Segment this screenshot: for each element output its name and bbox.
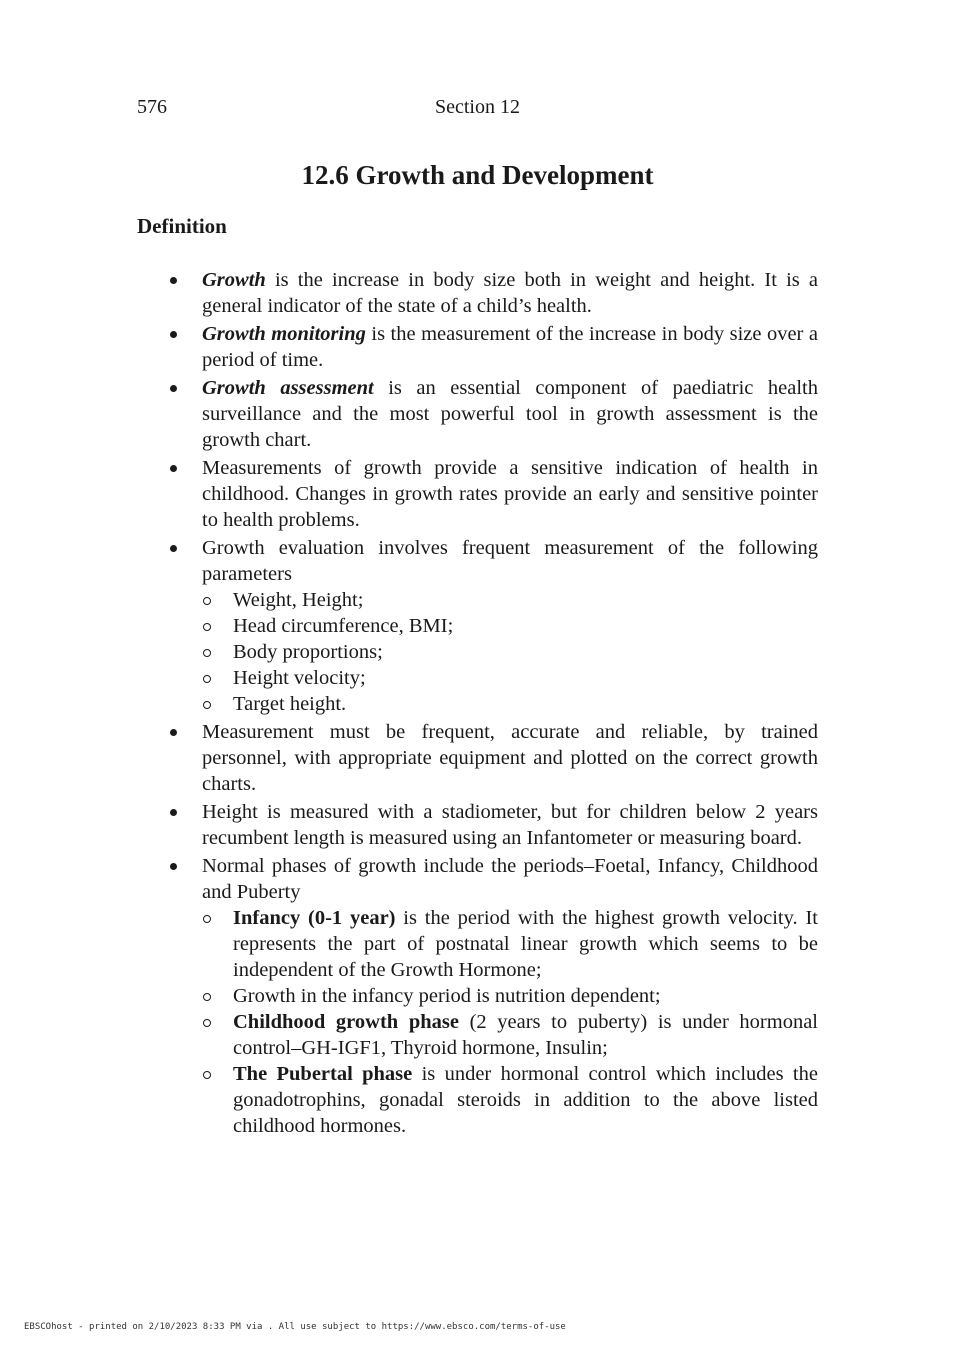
- sub-item-text: is the period with the highest growth velocity. It represents the part of postnatal linear growth which seems to be independent of the Growth Hormone;: [233, 907, 818, 981]
- term-pubertal-phase: The Pubertal phase: [233, 1063, 413, 1085]
- term-childhood-growth-phase: Childhood growth phase: [233, 1011, 459, 1033]
- term-growth: Growth: [202, 269, 266, 291]
- term-infancy: Infancy (0-1 year): [233, 907, 396, 929]
- sub-item: Target height.: [202, 691, 818, 717]
- list-item: [167, 719, 818, 797]
- item-text: Growth evaluation involves frequent measurement of the following parameters: [202, 537, 818, 585]
- sub-item: [202, 1061, 818, 1139]
- running-head: Section 12: [435, 96, 520, 118]
- sub-item-text: (2 years to puberty) is under hormonal control–GH-IGF1, Thyroid hormone, Insulin;: [233, 1011, 818, 1059]
- list-item: [167, 267, 818, 319]
- item-text: Measurements of growth provide a sensitive indication of health in childhood. Changes in growth rates provide an early and sensitive pointer to health problems.: [202, 457, 818, 531]
- bullet-list: [167, 267, 818, 1139]
- list-item: [167, 455, 818, 533]
- parameter-list: [202, 587, 818, 717]
- item-text: is the increase in body size both in weight and height. It is a general indicator of the state of a child’s health.: [202, 269, 818, 317]
- sub-item: [202, 905, 818, 983]
- sub-item: [202, 1009, 818, 1061]
- term-growth-assessment: Growth assessment: [202, 377, 374, 399]
- page-title: 12.6 Growth and Development: [301, 160, 654, 190]
- item-text: Measurement must be frequent, accurate and reliable, by trained personnel, with appropriate equipment and plotted on the correct growth charts.: [202, 721, 818, 795]
- sub-item-text: Growth in the infancy period is nutrition dependent;: [233, 985, 661, 1007]
- definition-content: [167, 267, 818, 1141]
- sub-item: [202, 983, 818, 1009]
- item-text: Height is measured with a stadiometer, but for children below 2 years recumbent length is measured using an Infantometer or measuring board.: [202, 801, 818, 849]
- item-text: is an essential component of paediatric health surveillance and the most powerful tool in growth assessment is the growth chart.: [202, 377, 818, 451]
- item-text: Normal phases of growth include the periods–Foetal, Infancy, Childhood and Puberty: [202, 855, 818, 903]
- list-item: [167, 375, 818, 453]
- sub-item: Head circumference, BMI;: [202, 613, 818, 639]
- list-item: [167, 321, 818, 373]
- term-growth-monitoring: Growth monitoring: [202, 323, 366, 345]
- sub-item: Body proportions;: [202, 639, 818, 665]
- sub-item: Weight, Height;: [202, 587, 818, 613]
- subheading-definition: Definition: [137, 214, 227, 238]
- growth-phase-list: [202, 905, 818, 1139]
- sub-item: Height velocity;: [202, 665, 818, 691]
- list-item: [167, 535, 818, 717]
- page-number: 576: [137, 96, 167, 118]
- list-item: [167, 799, 818, 851]
- sub-item-text: is under hormonal control which includes the gonadotrophins, gonadal steroids in addition to the above listed childhood hormones.: [233, 1063, 818, 1137]
- list-item: [167, 853, 818, 1139]
- item-text: is the measurement of the increase in body size over a period of time.: [202, 323, 818, 371]
- footer-notice: EBSCOhost - printed on 2/10/2023 8:33 PM via . All use subject to https://www.ebsco.com/terms-of-use: [24, 1322, 566, 1332]
